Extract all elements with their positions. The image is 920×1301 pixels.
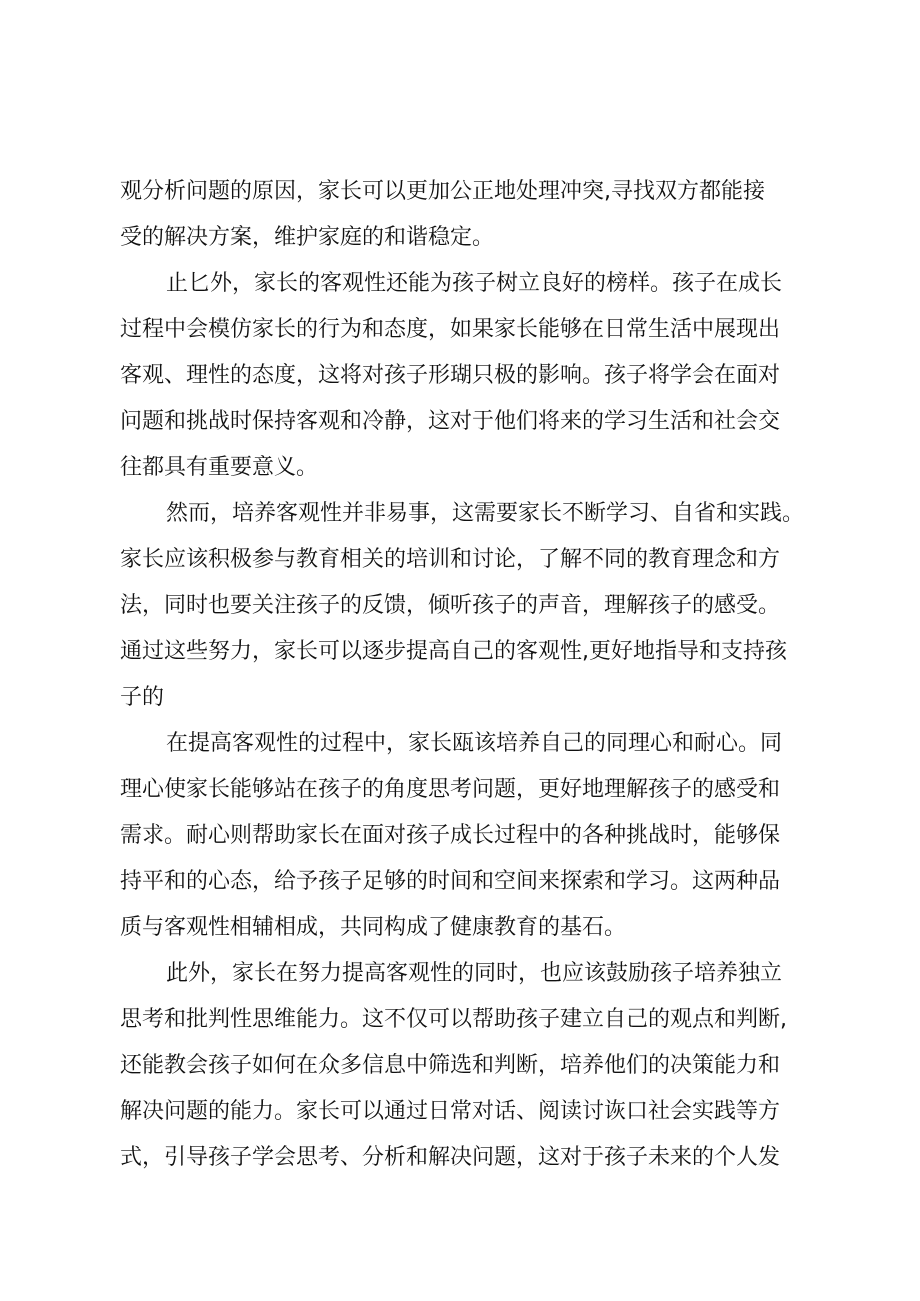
text-line: 持平和的心态，给予孩子足够的时间和空间来探索和学习。这两种品 [120, 869, 781, 894]
text-line: 式，引导孩子学会思考、分析和解决问题，这对于孩子未来的个人发 [120, 1145, 781, 1170]
text-line: 观分析问题的原因，家长可以更加公正地处理冲突,寻找双方都能接 [120, 179, 765, 204]
text-line: 客观、理性的态度，这将对孩子形瑚只极的影响。孩子将学会在面对 [120, 363, 781, 388]
text-line: 过程中会模仿家长的行为和态度，如果家长能够在日常生活中展现出 [120, 317, 781, 342]
text-line: 止匕外，家长的客观性还能为孩子树立良好的榜样。孩子在成长 [166, 271, 783, 296]
text-line: 受的解决方案，维护家庭的和谐稳定。 [120, 225, 495, 250]
text-line: 子的 [120, 685, 165, 710]
text-line: 质与客观性相辅相成，共同构成了健康教育的基石。 [120, 915, 627, 940]
text-line: 解决问题的能力。家长可以通过日常对话、阅读讨诙口社会实践等方 [120, 1099, 781, 1124]
text-line: 法，同时也要关注孩子的反馈，倾听孩子的声音，理解孩子的感受。 [120, 593, 781, 618]
text-line: 然而，培养客观性并非易事，这需要家长不断学习、自省和实践。 [166, 501, 805, 526]
text-line: 在提高客观性的过程中，家长瓯该培养自己的同理心和耐心。同 [166, 731, 783, 756]
text-line: 问题和挑战时保持客观和冷静，这对于他们将来的学习生活和社会交 [120, 409, 781, 434]
text-line: 理心使家长能够站在孩子的角度思考问题，更好地理解孩子的感受和 [120, 777, 781, 802]
text-line: 家长应该积极参与教育相关的培训和讨论，了解不同的教育理念和方 [120, 547, 781, 572]
text-line: 思考和批判性思维能力。这不仅可以帮助孩子建立自己的观点和判断, [120, 1007, 787, 1032]
text-line: 通过这些努力，家长可以逐步提高自己的客观性,更好地指导和支持孩 [120, 639, 787, 664]
text-line: 还能教会孩子如何在众多信息中筛选和判断，培养他们的决策能力和 [120, 1053, 781, 1078]
text-line: 需求。耐心则帮助家长在面对孩子成长过程中的各种挑战时，能够保 [120, 823, 781, 848]
text-line: 往都具有重要意义。 [120, 455, 319, 480]
text-line: 此外，家长在努力提高客观性的同时，也应该鼓励孩子培养独立 [166, 961, 783, 986]
